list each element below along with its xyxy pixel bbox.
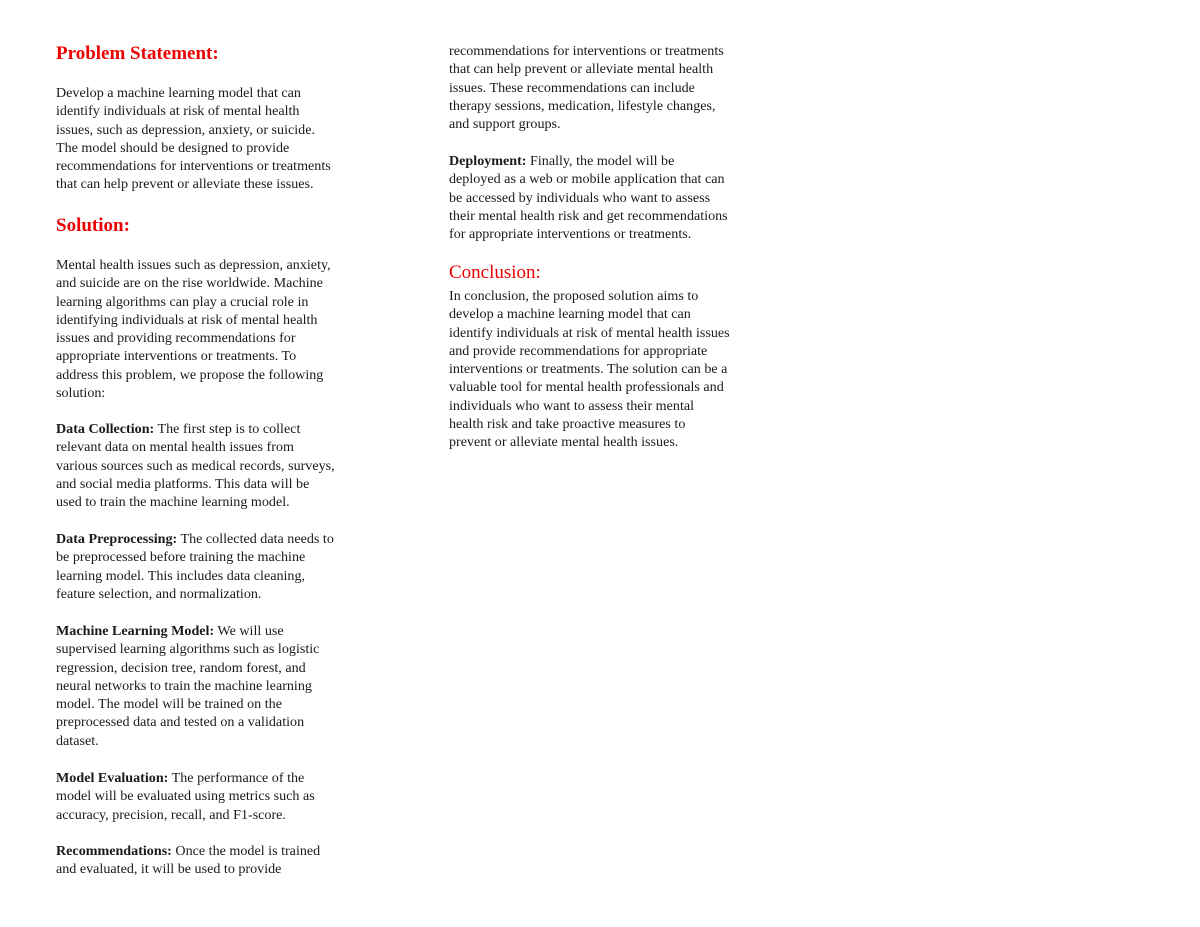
text-line: supervised learning algorithms such as logistic bbox=[56, 641, 320, 658]
recommendations-paragraph bbox=[56, 842, 380, 879]
recommendations-label: Recommendations: bbox=[56, 843, 172, 859]
data-preprocessing-paragraph bbox=[56, 530, 380, 603]
text-line: that can help prevent or alleviate these issues. bbox=[56, 176, 314, 193]
deployment-text bbox=[449, 170, 773, 243]
text-line: be preprocessed before training the machine bbox=[56, 549, 306, 566]
text-line: and provide recommendations for appropriate bbox=[449, 342, 708, 359]
text-line: interventions or treatments. The solution can be a bbox=[449, 361, 728, 378]
model-evaluation-label: Model Evaluation: bbox=[56, 770, 169, 786]
ml-model-first-line: We will use bbox=[214, 623, 284, 639]
text-line: recommendations for interventions or treatments bbox=[56, 158, 331, 175]
recommendations-continued-text bbox=[449, 42, 773, 133]
deployment-first-line: Finally, the model will be bbox=[526, 153, 675, 169]
data-collection-text bbox=[56, 438, 380, 511]
data-collection-label: Data Collection: bbox=[56, 421, 155, 437]
text-line: prevent or alleviate mental health issues. bbox=[449, 434, 679, 451]
text-line: regression, decision tree, random forest, and bbox=[56, 659, 306, 676]
text-line: identifying individuals at risk of mental health bbox=[56, 311, 318, 328]
data-collection-paragraph bbox=[56, 420, 380, 511]
data-preprocessing-text bbox=[56, 548, 380, 603]
solution-intro-text bbox=[56, 256, 380, 402]
text-line: various sources such as medical records, surveys, bbox=[56, 457, 335, 474]
data-collection-first-line: The first step is to collect bbox=[154, 421, 301, 437]
problem-statement-text bbox=[56, 84, 380, 194]
text-line: feature selection, and normalization. bbox=[56, 585, 262, 602]
text-line: issues, such as depression, anxiety, or suicide. bbox=[56, 121, 315, 138]
text-line: model will be evaluated using metrics such as bbox=[56, 788, 315, 805]
problem-statement-heading: Problem Statement: bbox=[56, 43, 219, 64]
text-line: individuals who want to assess their mental bbox=[449, 397, 695, 414]
text-line: Develop a machine learning model that can bbox=[56, 85, 301, 101]
text-line: learning model. This includes data cleaning, bbox=[56, 567, 306, 584]
text-line: and evaluated, it will be used to provide bbox=[56, 861, 282, 878]
text-line: health risk and take proactive measures to bbox=[449, 416, 686, 433]
text-line: issues. These recommendations can include bbox=[449, 79, 695, 96]
text-line: accuracy, precision, recall, and F1-score. bbox=[56, 806, 286, 823]
text-line: for appropriate interventions or treatments. bbox=[449, 226, 692, 243]
data-preprocessing-label: Data Preprocessing: bbox=[56, 531, 178, 547]
text-line: and suicide are on the rise worldwide. Machine bbox=[56, 275, 323, 292]
solution-heading: Solution: bbox=[56, 215, 130, 236]
text-line: neural networks to train the machine learning bbox=[56, 677, 312, 694]
recommendations-first-line: Once the model is trained bbox=[171, 843, 321, 859]
ml-model-paragraph bbox=[56, 622, 380, 750]
text-line: identify individuals at risk of mental health issues bbox=[449, 324, 730, 341]
text-line: deployed as a web or mobile application that can bbox=[449, 171, 725, 188]
text-line: be accessed by individuals who want to assess bbox=[449, 189, 711, 206]
data-preprocessing-first-line: The collected data needs to bbox=[177, 531, 334, 547]
conclusion-heading: Conclusion: bbox=[449, 262, 541, 283]
recommendations-text bbox=[56, 860, 380, 878]
text-line: model. The model will be trained on the bbox=[56, 696, 282, 713]
model-evaluation-text bbox=[56, 787, 380, 824]
text-line: and social media platforms. This data will be bbox=[56, 475, 310, 492]
deployment-label: Deployment: bbox=[449, 153, 527, 169]
text-line: recommendations for interventions or treatments bbox=[449, 43, 724, 59]
text-line: Mental health issues such as depression, anxiety, bbox=[56, 257, 331, 273]
text-line: relevant data on mental health issues from bbox=[56, 439, 294, 456]
text-line: and support groups. bbox=[449, 116, 561, 133]
text-line: The model should be designed to provide bbox=[56, 139, 290, 156]
ml-model-label: Machine Learning Model: bbox=[56, 623, 215, 639]
text-line: their mental health risk and get recommendations bbox=[449, 207, 728, 224]
text-line: solution: bbox=[56, 385, 106, 402]
text-line: learning algorithms can play a crucial role in bbox=[56, 293, 309, 310]
text-line: develop a machine learning model that can bbox=[449, 306, 691, 323]
text-line: In conclusion, the proposed solution aims to bbox=[449, 288, 699, 304]
model-evaluation-paragraph bbox=[56, 769, 380, 824]
text-line: therapy sessions, medication, lifestyle changes, bbox=[449, 97, 716, 114]
conclusion-text bbox=[449, 287, 773, 452]
deployment-paragraph bbox=[449, 152, 773, 243]
model-evaluation-first-line: The performance of the bbox=[168, 770, 305, 786]
text-line: that can help prevent or alleviate mental health bbox=[449, 61, 714, 78]
text-line: dataset. bbox=[56, 732, 99, 749]
text-line: appropriate interventions or treatments. To bbox=[56, 348, 297, 365]
text-line: issues and providing recommendations for bbox=[56, 330, 296, 347]
text-line: valuable tool for mental health professionals and bbox=[449, 379, 724, 396]
ml-model-text bbox=[56, 640, 380, 750]
text-line: preprocessed data and tested on a validation bbox=[56, 714, 305, 731]
text-line: identify individuals at risk of mental health bbox=[56, 103, 300, 120]
text-line: address this problem, we propose the following bbox=[56, 366, 324, 383]
text-line: used to train the machine learning model. bbox=[56, 494, 290, 511]
